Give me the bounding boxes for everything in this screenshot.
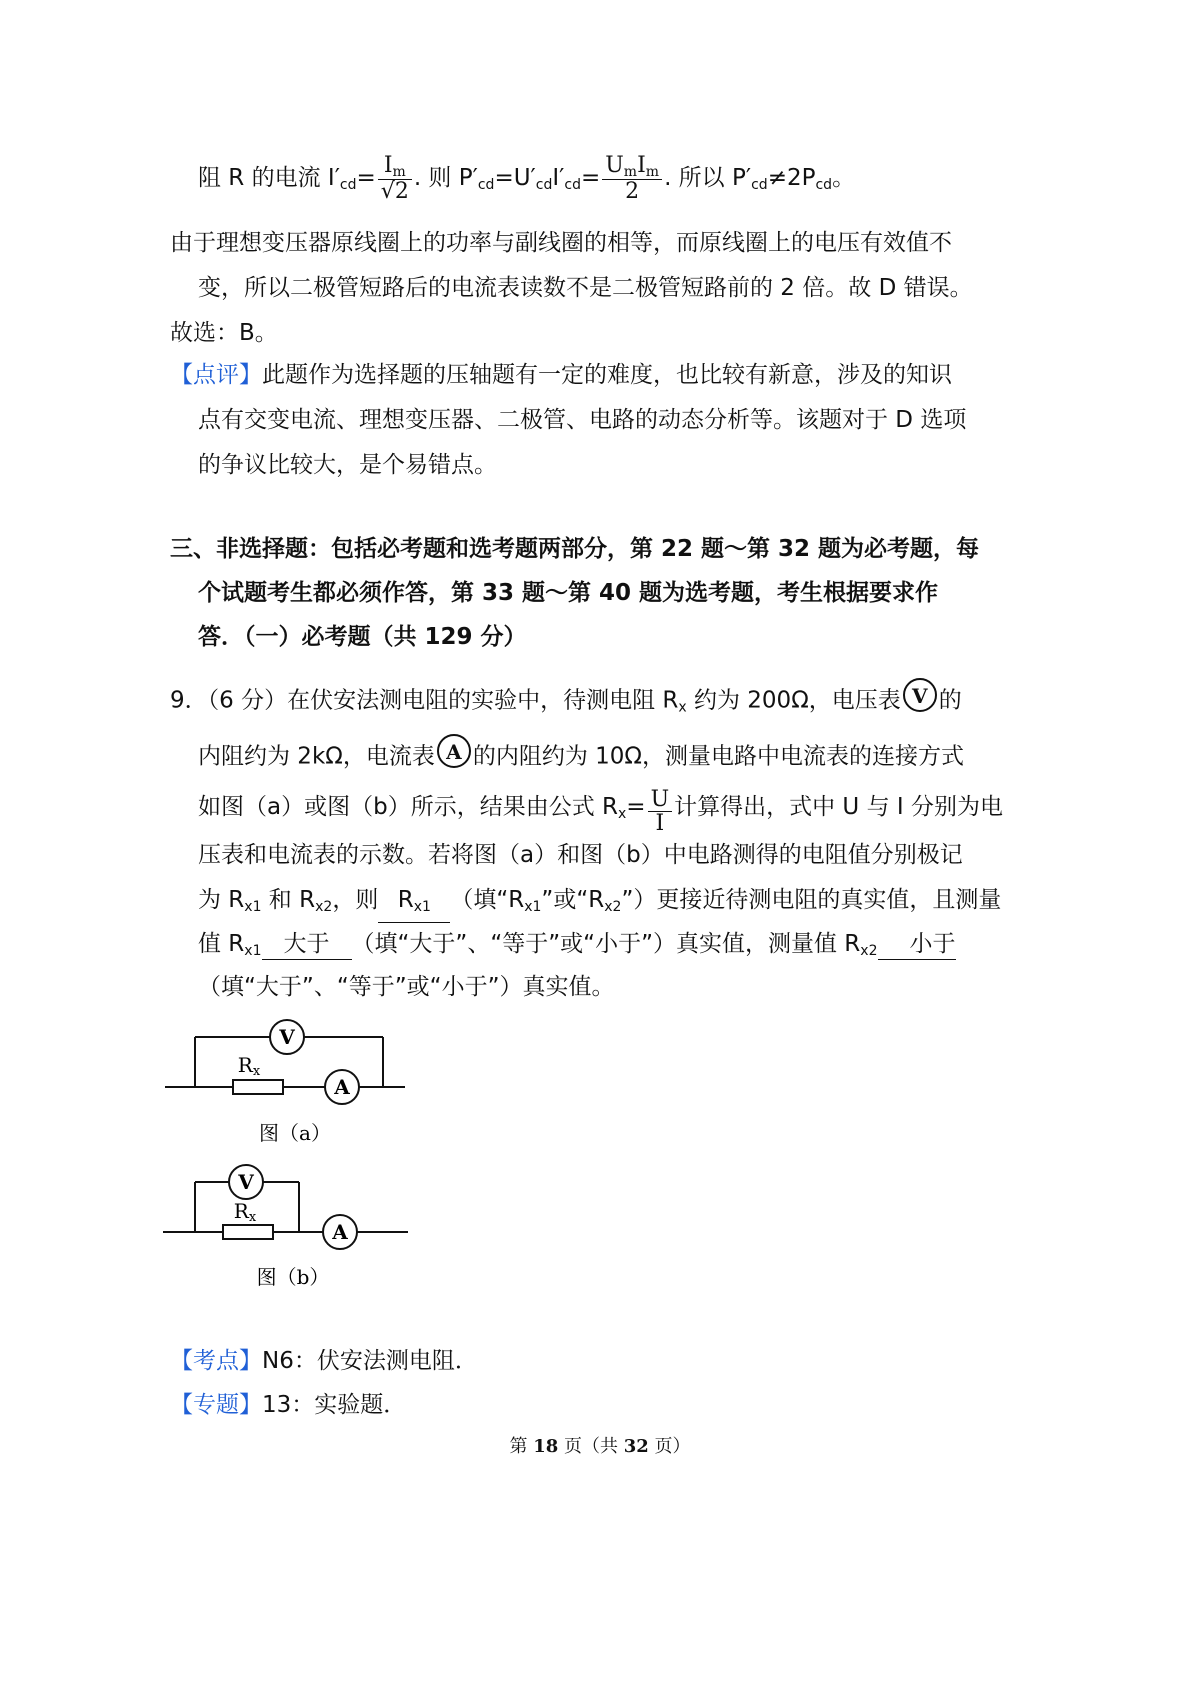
- page-footer: [0, 1432, 1200, 1458]
- solution-line-2: 由于理想变压器原线圈上的功率与副线圈的相等，而原线圈上的电压有效值不: [170, 230, 952, 256]
- text: . 则 P′: [413, 165, 478, 191]
- q9-line-4: 压表和电流表的示数。若将图（a）和图（b）中电路测得的电阻值分别极记: [198, 842, 963, 868]
- kaodian-line: [170, 1346, 478, 1376]
- voltmeter-label: V: [238, 1170, 254, 1194]
- text: ，则: [332, 887, 379, 913]
- text: ”）更接近待测电阻的真实值，且测量: [621, 887, 1002, 913]
- section-heading-line-2: 个试题考生都必须作答，第 33 题～第 40 题为选考题，考生根据要求作: [198, 580, 939, 606]
- text: 。: [832, 165, 856, 191]
- text: （填“大于”、“等于”或“小于”）真实值，测量值 R: [351, 931, 861, 957]
- text: . 所以 P′: [664, 165, 752, 191]
- text: ”或“R: [541, 887, 605, 913]
- q9-line-6: [198, 929, 956, 966]
- fraction-umim-over-2: [602, 154, 662, 204]
- subscript: x2: [604, 899, 622, 915]
- kaodian-tag: 【考点】: [170, 1348, 262, 1374]
- ammeter-icon: A: [437, 734, 471, 768]
- resistor-rx: [233, 1080, 283, 1094]
- text: 页）: [648, 1436, 691, 1457]
- resistor-label-r: R: [233, 1199, 249, 1223]
- subscript: m: [392, 163, 406, 180]
- text: I′: [552, 165, 565, 191]
- voltmeter-label: V: [279, 1025, 295, 1049]
- q9-line-7: （填“大于”、“等于”或“小于”）真实值。: [198, 974, 615, 1000]
- circuit-diagram-a: [165, 1012, 425, 1152]
- text: 为 R: [198, 887, 245, 913]
- numerator: U: [605, 152, 624, 178]
- subscript: cd: [815, 177, 833, 193]
- subscript: cd: [339, 177, 357, 193]
- subscript: x: [618, 806, 627, 823]
- text: 内阻约为 2kΩ，电流表: [198, 743, 435, 770]
- ammeter-label: A: [334, 1075, 350, 1099]
- resistor-label-r: R: [237, 1053, 253, 1077]
- text: 此题作为选择题的压轴题有一定的难度，也比较有新意，涉及的知识: [262, 362, 952, 388]
- text: 值 R: [198, 931, 245, 957]
- denominator: √2: [380, 179, 409, 205]
- solution-line-1: [198, 150, 855, 213]
- text: =: [580, 165, 601, 191]
- zhuanti-line: [170, 1390, 406, 1420]
- numerator: I: [637, 152, 646, 178]
- comment-line-2: 点有交变电流、理想变压器、二极管、电路的动态分析等。该题对于 D 选项: [198, 407, 967, 433]
- comment-line-3: 的争议比较大，是个易错点。: [198, 452, 497, 478]
- zhuanti-tag: 【专题】: [170, 1392, 262, 1418]
- numerator: U: [648, 788, 673, 812]
- figure-caption-a: 图（a）: [259, 1121, 331, 1145]
- text: 如图（a）或图（b）所示，结果由公式 R: [198, 794, 618, 821]
- text: 阻 R 的电流 I′: [198, 165, 340, 191]
- subscript: x1: [413, 899, 431, 915]
- answer-text: R: [397, 887, 414, 913]
- text: 和 R: [261, 887, 316, 913]
- circuit-diagram-b: [163, 1160, 423, 1300]
- subscript: x1: [244, 943, 262, 959]
- subscript: x2: [860, 943, 878, 959]
- section-heading-line-1: 三、非选择题：包括必考题和选考题两部分，第 22 题～第 32 题为必考题，每: [170, 536, 980, 562]
- subscript: x: [678, 699, 687, 716]
- page-total: 32: [623, 1436, 649, 1457]
- resistor-rx: [223, 1225, 273, 1239]
- resistor-label: [238, 1053, 261, 1079]
- text: 页（共: [558, 1436, 624, 1457]
- q9-line-2: [198, 740, 964, 774]
- text: =: [626, 794, 646, 821]
- text: 13：实验题．: [262, 1392, 407, 1418]
- numerator: I: [383, 152, 393, 178]
- resistor-label-sub: x: [248, 1210, 257, 1225]
- subscript: m: [645, 163, 660, 180]
- subscript: cd: [477, 177, 495, 193]
- text: ≠2P: [767, 165, 816, 191]
- subscript: cd: [535, 177, 553, 193]
- text: 9．（6 分）在伏安法测电阻的实验中，待测电阻 R: [170, 687, 679, 714]
- subscript: m: [623, 163, 638, 180]
- q9-line-3: [198, 784, 1003, 837]
- text: 第: [509, 1436, 534, 1457]
- denominator: 2: [625, 179, 640, 205]
- comment-line-1: [170, 360, 952, 390]
- subscript: x1: [244, 899, 262, 915]
- text: 计算得出，式中 U 与 I 分别为电: [674, 794, 1003, 821]
- ammeter-label: A: [332, 1220, 348, 1244]
- answer-blank-3: 小于: [878, 929, 956, 960]
- text: 约为 200Ω，电压表: [686, 687, 901, 714]
- subscript: cd: [751, 177, 768, 193]
- answer-blank-2: 大于: [262, 929, 352, 960]
- resistor-label-sub: x: [252, 1064, 261, 1079]
- text: =U′: [494, 165, 536, 191]
- text: 的: [938, 687, 962, 714]
- solution-line-3: 变，所以二极管短路后的电流表读数不是二极管短路前的 2 倍。故 D 错误。: [198, 275, 973, 301]
- fraction-im-over-root2: [378, 154, 412, 204]
- subscript: cd: [564, 177, 581, 193]
- comment-tag: 【点评】: [170, 362, 262, 388]
- section-heading-line-3: 答．（一）必考题（共 129 分）: [198, 624, 527, 650]
- subscript: x1: [524, 899, 542, 915]
- q9-line-5: [198, 885, 1001, 923]
- resistor-label: [234, 1199, 257, 1225]
- page-number: 18: [533, 1436, 559, 1457]
- text: N6：伏安法测电阻．: [262, 1348, 478, 1374]
- text: （填“R: [450, 887, 525, 913]
- text: =: [356, 165, 376, 191]
- figure-caption-b: 图（b）: [256, 1265, 330, 1289]
- answer-choice: 故选：B。: [170, 320, 278, 346]
- text: 的内阻约为 10Ω，测量电路中电流表的连接方式: [472, 743, 964, 770]
- denominator: I: [655, 811, 665, 837]
- answer-blank-1: [378, 885, 450, 923]
- q9-line-1: [170, 684, 962, 723]
- subscript: x2: [315, 899, 333, 915]
- fraction-u-over-i: [648, 788, 673, 835]
- voltmeter-icon: V: [903, 678, 937, 712]
